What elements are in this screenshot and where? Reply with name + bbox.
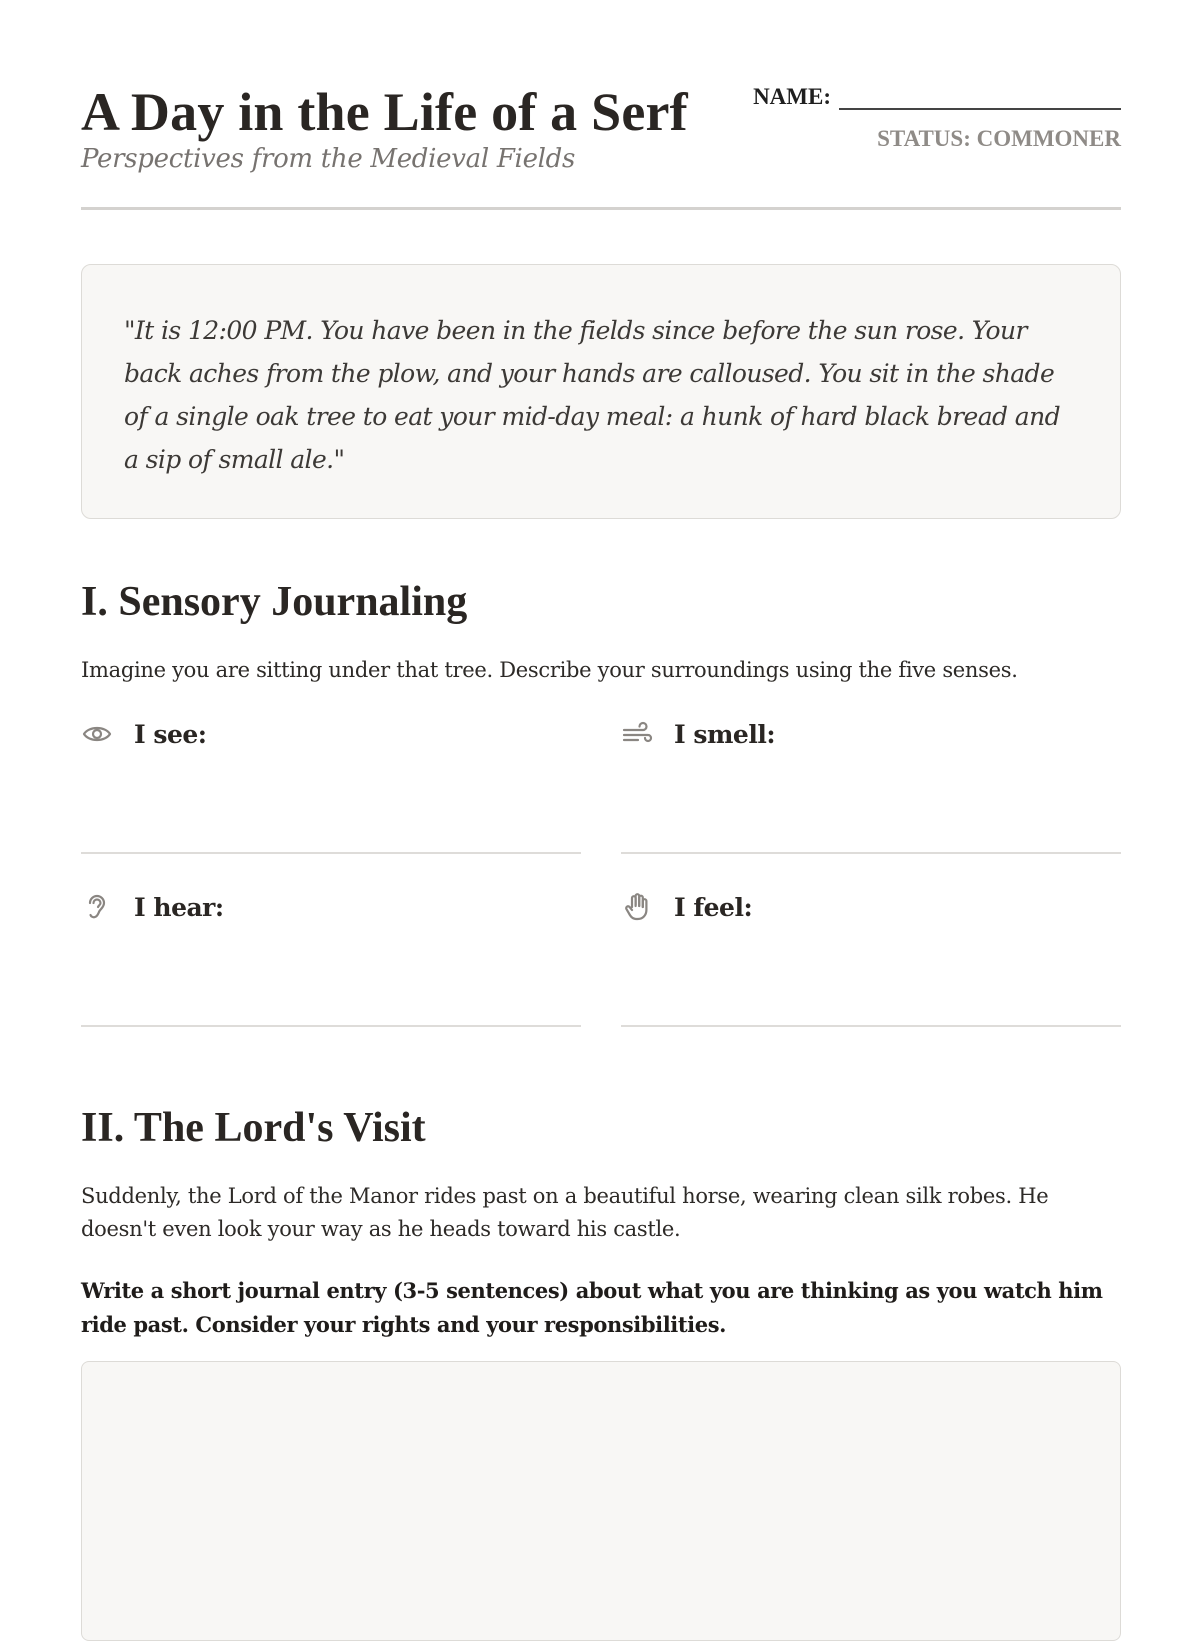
- section-2-intro: Suddenly, the Lord of the Manor rides past on a beautiful horse, wearing clean silk robes. He doesn't even look your way as he heads toward his castle.: [81, 1184, 1049, 1241]
- name-row: [753, 84, 1121, 110]
- sense-feel-label: I feel:: [674, 892, 753, 922]
- wind-icon: [621, 718, 653, 750]
- sense-see-label: I see:: [134, 719, 207, 749]
- header-divider: [81, 207, 1121, 210]
- sense-see-field[interactable]: [81, 716, 581, 854]
- hand-icon: [621, 891, 653, 923]
- sense-hear-label-row: [81, 889, 581, 925]
- ear-icon: [81, 891, 113, 923]
- sense-hear-field[interactable]: [81, 889, 581, 1027]
- name-field[interactable]: [839, 90, 1121, 110]
- sense-smell-label-row: [621, 716, 1121, 752]
- page-title: A Day in the Life of a Serf: [81, 82, 688, 142]
- section-2-title: II. The Lord's Visit: [81, 1105, 426, 1151]
- sense-smell-label: I smell:: [674, 719, 776, 749]
- section-1-intro: Imagine you are sitting under that tree. Describe your surroundings using the five senses.: [81, 658, 1018, 682]
- sense-see-label-row: [81, 716, 581, 752]
- sense-feel-label-row: [621, 889, 1121, 925]
- sense-smell-field[interactable]: [621, 716, 1121, 854]
- journal-prompt: Write a short journal entry (3-5 sentences) about what you are thinking as you watch him ride past. Consider your rights and your responsibilities.: [81, 1278, 1103, 1337]
- sense-hear-label: I hear:: [134, 892, 224, 922]
- scenario-quote: "It is 12:00 PM. You have been in the fields since before the sun rose. Your back aches from the plow, and your hands are calloused. You sit in the shade of a single oak tree to eat your mid-day meal: a hunk of hard black bread and a sip of small ale.": [124, 316, 1060, 474]
- eye-icon: [81, 718, 113, 750]
- status-label: STATUS: COMMONER: [877, 126, 1121, 151]
- scenario-quote-box: [81, 264, 1121, 519]
- name-label: NAME:: [753, 84, 831, 109]
- section-1-title: I. Sensory Journaling: [81, 579, 468, 625]
- student-meta: [753, 84, 1121, 152]
- worksheet-header: [81, 82, 1121, 174]
- journal-entry-box[interactable]: [81, 1361, 1121, 1641]
- sense-feel-field[interactable]: [621, 889, 1121, 1027]
- page-subtitle: Perspectives from the Medieval Fields: [81, 144, 576, 174]
